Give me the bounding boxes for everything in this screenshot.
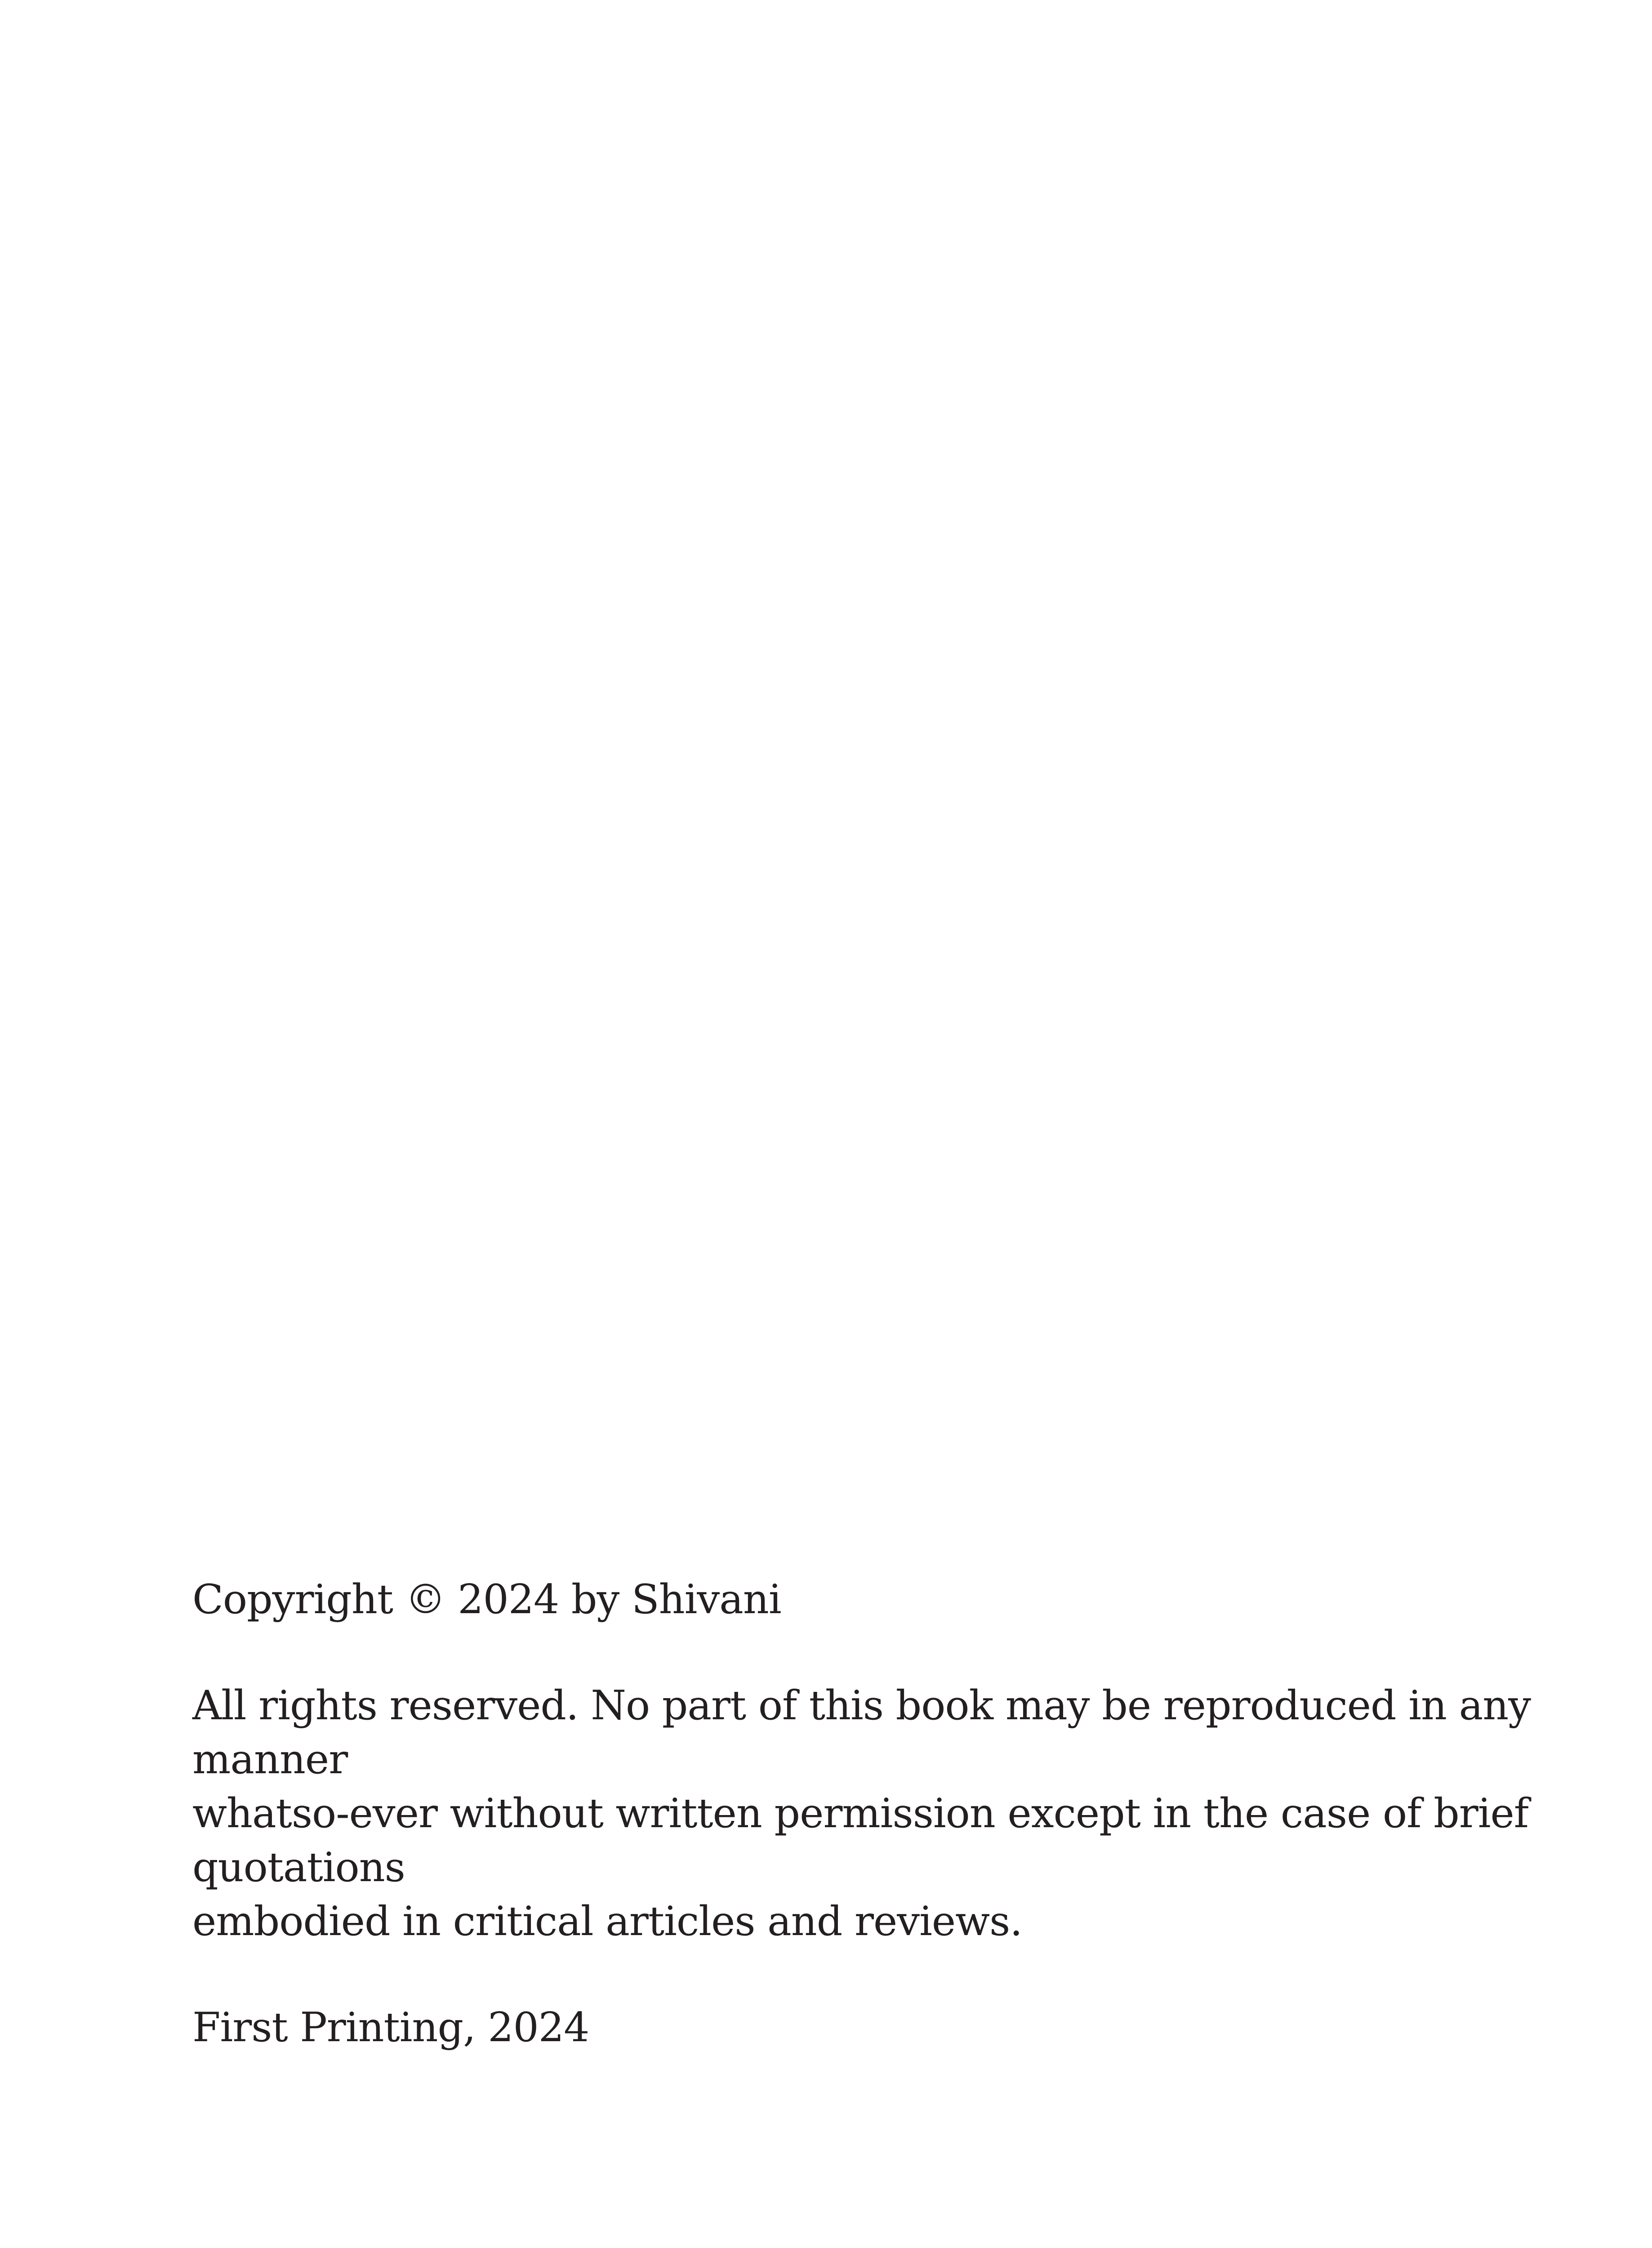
rights-line: quotations [192,1844,405,1891]
rights-line: manner [192,1736,348,1783]
rights-line: embodied in critical articles and reviews. [192,1898,1022,1945]
rights-line: All rights reserved. No part of this book may be reproduced in any [192,1682,1531,1729]
paragraph-spacer [192,1627,1541,1679]
copyright-block [192,1573,1541,2055]
paragraph-spacer [192,1949,1541,2001]
copyright-notice: Copyright © 2024 by Shivani [192,1576,781,1623]
printing-line: First Printing, 2024 [192,2004,589,2051]
rights-line: whatso-ever without written permission except in the case of brief [192,1790,1529,1837]
